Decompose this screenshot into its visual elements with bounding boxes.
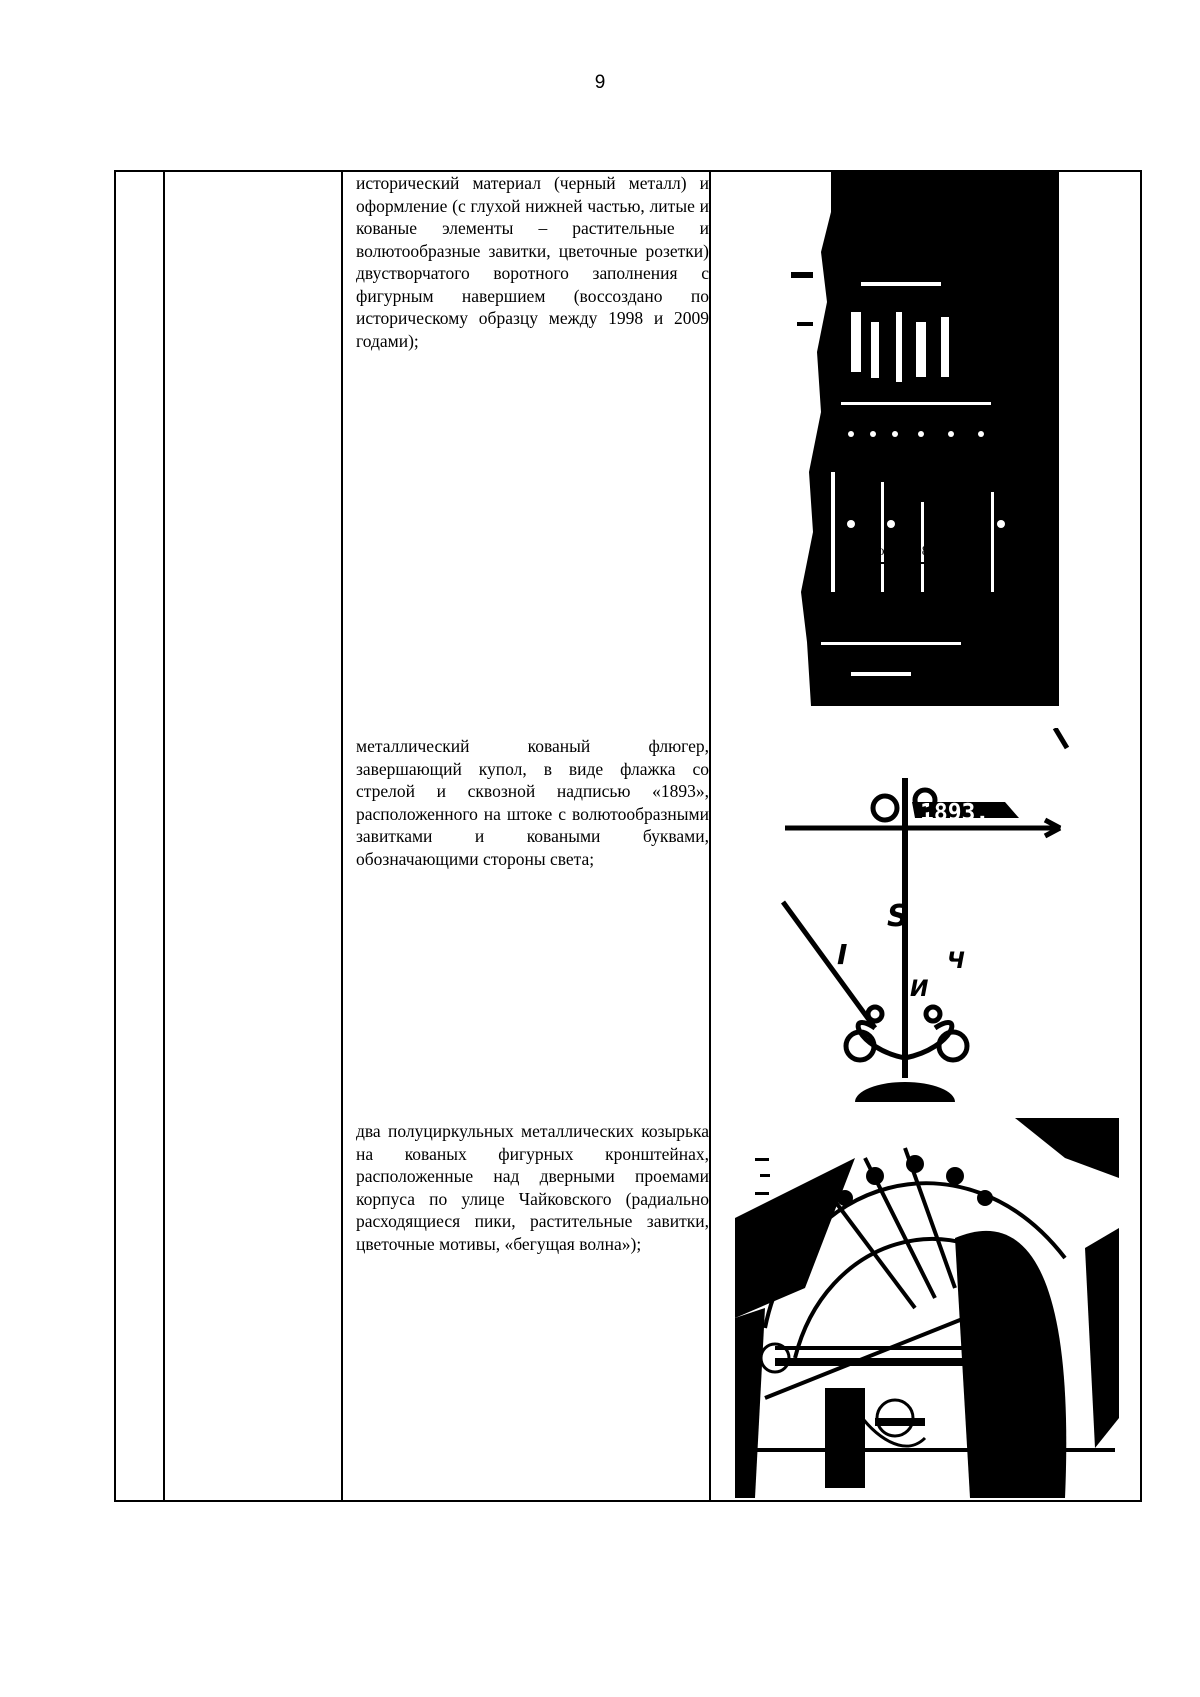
photo-caption: фото 1998 года [868, 544, 958, 559]
column-divider [163, 172, 165, 1500]
row-2-description: металлический кованый флюгер, завершающий купол, в виде флажка со стрелой и сквозной надписью «1893», расположенного на штоке с волютообразными завитками и коваными буквами, обозначающими стороны света; [356, 736, 709, 869]
column-divider [341, 172, 343, 1500]
letter-north: И [910, 977, 929, 1002]
letter-east: Ч [947, 949, 965, 974]
flag-text: 1893. [920, 800, 990, 826]
canopy-photo-icon [735, 1118, 1119, 1498]
weathervane-photo-icon [775, 728, 1075, 1102]
letter-south: S [887, 899, 909, 934]
row-1-description: исторический материал (черный металл) и оформление (с глухой нижней частью, литые и кованые элементы – растительные и волютообразные завитки, цветочные розетки) двустворчатого воротного заполнения с фигурным навершием (воссоздано по историческому образцу между 1998 и 2009 годами); [356, 173, 709, 351]
page-number: 9 [594, 72, 606, 93]
column-divider [709, 172, 711, 1500]
row-3-description: два полуциркульных металлических козырька на кованых фигурных кронштейнах, расположенные над дверными проемами корпуса по улице Чайковского (радиально расходящиеся пики, растительные завитки, цветочные мотивы, «бегущая волна»); [356, 1121, 709, 1254]
caption-underline [860, 562, 986, 564]
letter-west: I [837, 938, 848, 971]
building-tower-photo-icon [791, 172, 1059, 706]
